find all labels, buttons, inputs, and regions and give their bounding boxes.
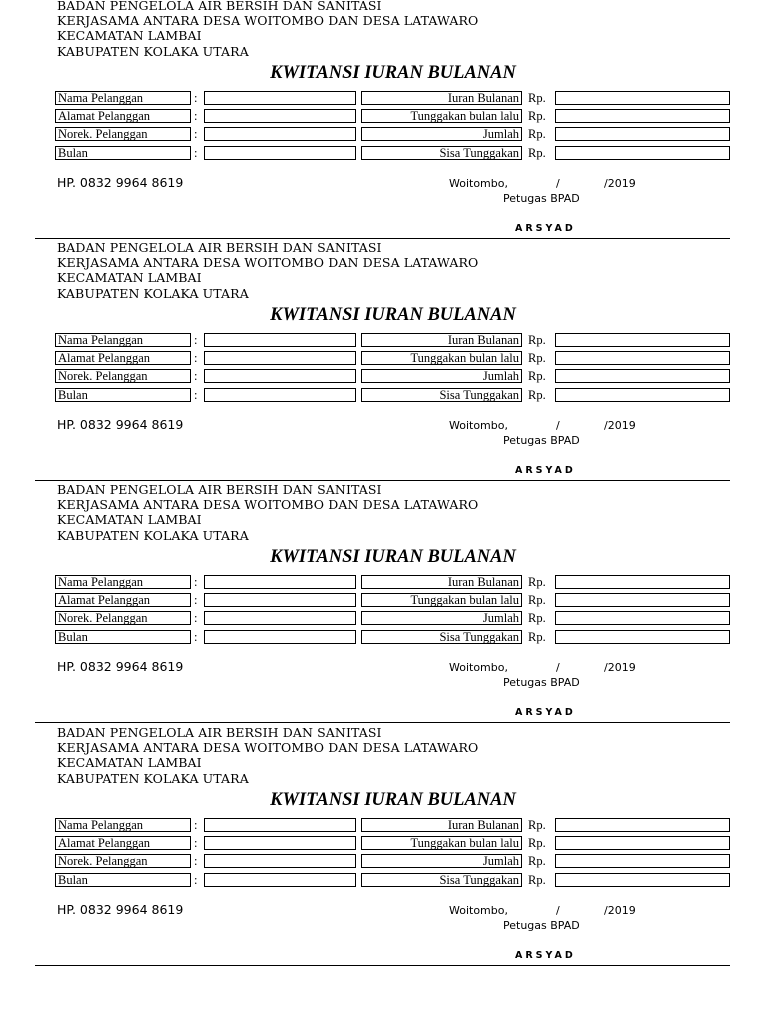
org-name: BADAN PENGELOLA AIR BERSIH DAN SANITASI (57, 0, 382, 13)
receipt-title: KWITANSI IURAN BULANAN (270, 547, 516, 567)
date-separator: / (556, 661, 560, 674)
receipt (0, 0, 768, 243)
label-sisa-tunggakan: Sisa Tunggakan (361, 873, 522, 887)
officer-name: ARSYAD (515, 465, 576, 476)
officer-name: ARSYAD (515, 223, 576, 234)
colon: : (194, 333, 198, 347)
label-tunggakan-bulan-lalu: Tunggakan bulan lalu (361, 836, 522, 850)
label-jumlah: Jumlah (361, 611, 522, 625)
colon: : (194, 351, 198, 365)
input-norek-pelanggan[interactable] (204, 127, 356, 141)
officer-title: Petugas BPAD (503, 676, 580, 689)
currency-label: Rp. (528, 818, 546, 832)
colon: : (194, 630, 198, 644)
cut-line (35, 480, 730, 481)
label-sisa-tunggakan: Sisa Tunggakan (361, 630, 522, 644)
currency-label: Rp. (528, 575, 546, 589)
date-separator: / (556, 177, 560, 190)
input-sisa-tunggakan[interactable] (555, 146, 730, 160)
org-regency: KABUPATEN KOLAKA UTARA (57, 44, 249, 59)
colon: : (194, 127, 198, 141)
input-nama-pelanggan[interactable] (204, 333, 356, 347)
org-district: KECAMATAN LAMBAI (57, 755, 202, 770)
colon: : (194, 146, 198, 160)
label-alamat-pelanggan: Alamat Pelanggan (55, 351, 191, 365)
colon: : (194, 575, 198, 589)
input-bulan[interactable] (204, 146, 356, 160)
label-iuran-bulanan: Iuran Bulanan (361, 818, 522, 832)
org-district: KECAMATAN LAMBAI (57, 270, 202, 285)
date-year: /2019 (604, 419, 636, 432)
officer-title: Petugas BPAD (503, 192, 580, 205)
place-label: Woitombo, (449, 661, 508, 674)
phone-number: HP. 0832 9964 8619 (57, 902, 184, 917)
currency-label: Rp. (528, 593, 546, 607)
input-sisa-tunggakan[interactable] (555, 388, 730, 402)
currency-label: Rp. (528, 369, 546, 383)
label-tunggakan-bulan-lalu: Tunggakan bulan lalu (361, 109, 522, 123)
input-jumlah[interactable] (555, 611, 730, 625)
colon: : (194, 854, 198, 868)
phone-number: HP. 0832 9964 8619 (57, 659, 184, 674)
currency-label: Rp. (528, 127, 546, 141)
colon: : (194, 369, 198, 383)
place-label: Woitombo, (449, 177, 508, 190)
receipt (0, 484, 768, 727)
input-tunggakan-bulan-lalu[interactable] (555, 836, 730, 850)
label-iuran-bulanan: Iuran Bulanan (361, 91, 522, 105)
input-norek-pelanggan[interactable] (204, 611, 356, 625)
colon: : (194, 593, 198, 607)
label-nama-pelanggan: Nama Pelanggan (55, 575, 191, 589)
input-iuran-bulanan[interactable] (555, 818, 730, 832)
date-year: /2019 (604, 177, 636, 190)
officer-title: Petugas BPAD (503, 919, 580, 932)
currency-label: Rp. (528, 333, 546, 347)
input-alamat-pelanggan[interactable] (204, 109, 356, 123)
org-partnership: KERJASAMA ANTARA DESA WOITOMBO DAN DESA LATAWARO (57, 255, 479, 270)
label-alamat-pelanggan: Alamat Pelanggan (55, 109, 191, 123)
phone-number: HP. 0832 9964 8619 (57, 175, 184, 190)
org-regency: KABUPATEN KOLAKA UTARA (57, 528, 249, 543)
input-norek-pelanggan[interactable] (204, 854, 356, 868)
input-jumlah[interactable] (555, 369, 730, 383)
label-sisa-tunggakan: Sisa Tunggakan (361, 146, 522, 160)
input-sisa-tunggakan[interactable] (555, 873, 730, 887)
colon: : (194, 91, 198, 105)
currency-label: Rp. (528, 611, 546, 625)
label-norek-pelanggan: Norek. Pelanggan (55, 611, 191, 625)
date-separator: / (556, 904, 560, 917)
receipt-title: KWITANSI IURAN BULANAN (270, 790, 516, 810)
input-tunggakan-bulan-lalu[interactable] (555, 593, 730, 607)
input-alamat-pelanggan[interactable] (204, 593, 356, 607)
org-partnership: KERJASAMA ANTARA DESA WOITOMBO DAN DESA LATAWARO (57, 740, 479, 755)
cut-line (35, 965, 730, 966)
colon: : (194, 388, 198, 402)
label-nama-pelanggan: Nama Pelanggan (55, 333, 191, 347)
input-nama-pelanggan[interactable] (204, 91, 356, 105)
label-bulan: Bulan (55, 146, 191, 160)
org-partnership: KERJASAMA ANTARA DESA WOITOMBO DAN DESA LATAWARO (57, 497, 479, 512)
date-year: /2019 (604, 904, 636, 917)
input-iuran-bulanan[interactable] (555, 333, 730, 347)
currency-label: Rp. (528, 388, 546, 402)
label-alamat-pelanggan: Alamat Pelanggan (55, 593, 191, 607)
receipt (0, 242, 768, 485)
currency-label: Rp. (528, 91, 546, 105)
input-norek-pelanggan[interactable] (204, 369, 356, 383)
date-separator: / (556, 419, 560, 432)
receipt (0, 727, 768, 970)
org-name: BADAN PENGELOLA AIR BERSIH DAN SANITASI (57, 482, 382, 497)
place-label: Woitombo, (449, 419, 508, 432)
org-name: BADAN PENGELOLA AIR BERSIH DAN SANITASI (57, 240, 382, 255)
phone-number: HP. 0832 9964 8619 (57, 417, 184, 432)
input-bulan[interactable] (204, 630, 356, 644)
label-norek-pelanggan: Norek. Pelanggan (55, 127, 191, 141)
input-sisa-tunggakan[interactable] (555, 630, 730, 644)
receipt-title: KWITANSI IURAN BULANAN (270, 305, 516, 325)
input-bulan[interactable] (204, 873, 356, 887)
label-jumlah: Jumlah (361, 127, 522, 141)
currency-label: Rp. (528, 854, 546, 868)
label-jumlah: Jumlah (361, 854, 522, 868)
cut-line (35, 722, 730, 723)
label-nama-pelanggan: Nama Pelanggan (55, 91, 191, 105)
place-label: Woitombo, (449, 904, 508, 917)
org-regency: KABUPATEN KOLAKA UTARA (57, 286, 249, 301)
currency-label: Rp. (528, 836, 546, 850)
input-jumlah[interactable] (555, 854, 730, 868)
receipt-title: KWITANSI IURAN BULANAN (270, 63, 516, 83)
date-year: /2019 (604, 661, 636, 674)
currency-label: Rp. (528, 873, 546, 887)
input-nama-pelanggan[interactable] (204, 575, 356, 589)
label-alamat-pelanggan: Alamat Pelanggan (55, 836, 191, 850)
org-name: BADAN PENGELOLA AIR BERSIH DAN SANITASI (57, 725, 382, 740)
label-jumlah: Jumlah (361, 369, 522, 383)
org-regency: KABUPATEN KOLAKA UTARA (57, 771, 249, 786)
input-jumlah[interactable] (555, 127, 730, 141)
label-norek-pelanggan: Norek. Pelanggan (55, 854, 191, 868)
input-bulan[interactable] (204, 388, 356, 402)
label-bulan: Bulan (55, 388, 191, 402)
colon: : (194, 818, 198, 832)
label-iuran-bulanan: Iuran Bulanan (361, 575, 522, 589)
currency-label: Rp. (528, 630, 546, 644)
colon: : (194, 109, 198, 123)
input-tunggakan-bulan-lalu[interactable] (555, 109, 730, 123)
label-norek-pelanggan: Norek. Pelanggan (55, 369, 191, 383)
org-partnership: KERJASAMA ANTARA DESA WOITOMBO DAN DESA LATAWARO (57, 13, 479, 28)
currency-label: Rp. (528, 109, 546, 123)
input-tunggakan-bulan-lalu[interactable] (555, 351, 730, 365)
colon: : (194, 836, 198, 850)
label-nama-pelanggan: Nama Pelanggan (55, 818, 191, 832)
cut-line (35, 238, 730, 239)
input-nama-pelanggan[interactable] (204, 818, 356, 832)
officer-title: Petugas BPAD (503, 434, 580, 447)
colon: : (194, 611, 198, 625)
officer-name: ARSYAD (515, 707, 576, 718)
label-bulan: Bulan (55, 873, 191, 887)
org-district: KECAMATAN LAMBAI (57, 28, 202, 43)
org-district: KECAMATAN LAMBAI (57, 512, 202, 527)
input-alamat-pelanggan[interactable] (204, 836, 356, 850)
label-tunggakan-bulan-lalu: Tunggakan bulan lalu (361, 593, 522, 607)
input-iuran-bulanan[interactable] (555, 575, 730, 589)
label-sisa-tunggakan: Sisa Tunggakan (361, 388, 522, 402)
label-tunggakan-bulan-lalu: Tunggakan bulan lalu (361, 351, 522, 365)
input-alamat-pelanggan[interactable] (204, 351, 356, 365)
officer-name: ARSYAD (515, 950, 576, 961)
currency-label: Rp. (528, 146, 546, 160)
colon: : (194, 873, 198, 887)
label-iuran-bulanan: Iuran Bulanan (361, 333, 522, 347)
input-iuran-bulanan[interactable] (555, 91, 730, 105)
currency-label: Rp. (528, 351, 546, 365)
label-bulan: Bulan (55, 630, 191, 644)
